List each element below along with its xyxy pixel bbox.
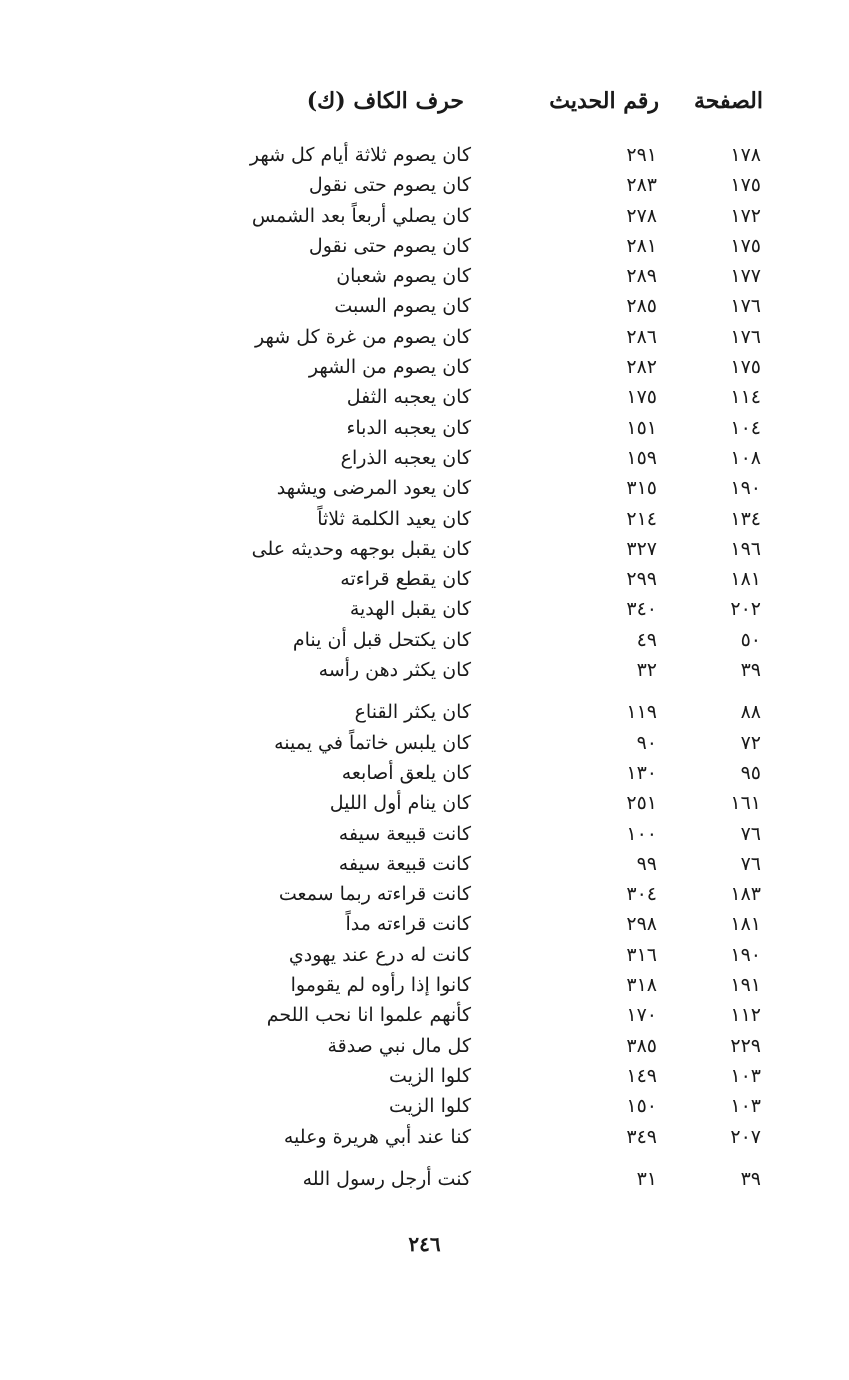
- table-row: [0, 382, 849, 412]
- hadith-text-cell: كان يلبس خاتماً في يمينه: [274, 731, 471, 754]
- hadith-text-cell: كان يصوم شعبان: [336, 265, 471, 288]
- hadith-text-cell: كانت قبيعة سيفه: [338, 852, 471, 875]
- hadith-number-cell: ٣٢٧: [626, 537, 657, 560]
- page-cell: ٢٢٩: [730, 1034, 761, 1057]
- table-row: [0, 594, 849, 624]
- table-row: [0, 655, 849, 685]
- table-row: [0, 322, 849, 352]
- table-row: [0, 534, 849, 564]
- hadith-text-cell: كان يصوم ثلاثة أيام كل شهر: [249, 144, 471, 166]
- table-row: [0, 940, 849, 970]
- table-row: [0, 697, 849, 727]
- hadith-text-cell: كان يصلي أربعاً بعد الشمس: [251, 204, 471, 227]
- table-row: [0, 788, 849, 818]
- page-cell: ١١٢: [730, 1004, 761, 1027]
- page-cell: ٨٨: [740, 701, 761, 724]
- hadith-number-cell: ٢٨٣: [626, 174, 657, 197]
- hadith-text-cell: كان يعجبه الدباء: [346, 416, 471, 439]
- page-cell: ٢٠٢: [730, 598, 761, 621]
- hadith-number-cell: ٣٨٥: [626, 1034, 657, 1057]
- hadith-number-cell: ١٠٠: [626, 822, 657, 845]
- page-column-header: الصفحة: [693, 88, 763, 114]
- page-cell: ٧٢: [740, 731, 761, 754]
- hadith-number-cell: ٩٩: [636, 852, 657, 875]
- hadith-text-cell: كان يعجبه الذراع: [340, 446, 471, 469]
- hadith-number-cell: ١٥٠: [626, 1095, 657, 1118]
- page-cell: ١٧٦: [730, 325, 761, 348]
- table-row: [0, 879, 849, 909]
- hadith-number-cell: ٢٩٩: [626, 568, 657, 591]
- hadith-number-cell: ١٥٩: [626, 446, 657, 469]
- page-cell: ١٩٦: [730, 537, 761, 560]
- table-row: [0, 1122, 849, 1152]
- hadith-text-cell: كان يقطع قراءته: [340, 568, 471, 591]
- hadith-number-cell: ٣١: [636, 1167, 657, 1190]
- page-cell: ٢٠٧: [730, 1125, 761, 1148]
- hadith-number-cell: ٢٨٥: [626, 295, 657, 318]
- hadith-text-cell: كان يعود المرضى ويشهد: [276, 477, 471, 500]
- table-row: [0, 201, 849, 231]
- hadith-number-cell: ٣٤٩: [626, 1125, 657, 1148]
- hadith-text-cell: كنا عند أبي هريرة وعليه: [283, 1125, 471, 1148]
- hadith-number-cell: ٣٤٠: [626, 598, 657, 621]
- table-row: [0, 1091, 849, 1121]
- hadith-number-cell: ٢٧٨: [626, 204, 657, 227]
- page-cell: ١٧٥: [730, 174, 761, 197]
- table-row: [0, 261, 849, 291]
- hadith-number-cell: ٣١٥: [626, 477, 657, 500]
- hadith-number-column-header: رقم الحديث: [549, 88, 659, 114]
- page-cell: ١٠٣: [730, 1064, 761, 1087]
- hadith-number-cell: ٢٩١: [626, 144, 657, 166]
- hadith-text-cell: كل مال نبي صدقة: [327, 1034, 471, 1057]
- hadith-number-cell: ٢١٤: [626, 507, 657, 530]
- hadith-number-cell: ٣١٦: [626, 943, 657, 966]
- index-list: [0, 140, 849, 1194]
- table-row: [0, 352, 849, 382]
- hadith-number-cell: ٣٢: [636, 659, 657, 682]
- hadith-number-cell: ١٣٠: [626, 761, 657, 784]
- page-cell: ٩٥: [740, 761, 761, 784]
- page-cell: ١٨١: [730, 913, 761, 936]
- page-cell: ١٧٦: [730, 295, 761, 318]
- page-cell: ١١٤: [730, 386, 761, 409]
- page-cell: ٧٦: [740, 822, 761, 845]
- table-row: [0, 443, 849, 473]
- hadith-text-cell: كان يصوم حتى نقول: [308, 234, 471, 257]
- table-row: [0, 909, 849, 939]
- hadith-text-cell: كأنهم علموا انا نحب اللحم: [266, 1004, 471, 1027]
- table-row: [0, 728, 849, 758]
- page-cell: ١٩١: [730, 974, 761, 997]
- page-cell: ٣٩: [740, 659, 761, 682]
- page-cell: ١٠٨: [730, 446, 761, 469]
- table-row: [0, 231, 849, 261]
- table-row: [0, 849, 849, 879]
- table-row: [0, 819, 849, 849]
- page-cell: ١٠٣: [730, 1095, 761, 1118]
- table-row: [0, 170, 849, 200]
- hadith-number-cell: ١٤٩: [626, 1064, 657, 1087]
- table-row: [0, 758, 849, 788]
- table-row: [0, 625, 849, 655]
- hadith-text-cell: كانت له درع عند يهودي: [288, 943, 471, 966]
- hadith-text-cell: كان يصوم السبت: [334, 295, 471, 318]
- hadith-number-cell: ٣٠٤: [626, 883, 657, 906]
- hadith-text-cell: كان يصوم من غرة كل شهر: [255, 325, 471, 348]
- table-row: [0, 291, 849, 321]
- table-row: [0, 140, 849, 170]
- hadith-number-cell: ١٥١: [626, 416, 657, 439]
- page-number: ٢٤٦: [408, 1232, 441, 1256]
- hadith-number-cell: ٢٨٦: [626, 325, 657, 348]
- hadith-number-cell: ٤٩: [636, 628, 657, 651]
- hadith-number-cell: ٣١٨: [626, 974, 657, 997]
- page-cell: ١٨٣: [730, 883, 761, 906]
- hadith-text-cell: كان يلعق أصابعه: [341, 761, 471, 784]
- page-cell: ٥٠: [740, 628, 761, 651]
- table-row: [0, 1000, 849, 1030]
- page-cell: ١٧٧: [730, 265, 761, 288]
- hadith-text-cell: كان يقبل الهدية: [349, 598, 471, 621]
- table-row: [0, 413, 849, 443]
- table-row: [0, 564, 849, 594]
- hadith-text-cell: كان يكتحل قبل أن ينام: [292, 628, 471, 651]
- hadith-text-cell: كانت قراءته مداً: [345, 913, 471, 936]
- table-row: [0, 1164, 849, 1194]
- section-title: حرف الكاف (ك): [306, 88, 464, 114]
- page-cell: ١٨١: [730, 568, 761, 591]
- hadith-number-cell: ٢٩٨: [626, 913, 657, 936]
- hadith-text-cell: كان يعجبه الثفل: [346, 386, 471, 409]
- page-cell: ٧٦: [740, 852, 761, 875]
- hadith-text-cell: كان يصوم حتى نقول: [308, 174, 471, 197]
- hadith-number-cell: ١١٩: [626, 701, 657, 724]
- page-cell: ١٩٠: [730, 943, 761, 966]
- hadith-text-cell: كان يكثر القناع: [354, 701, 471, 724]
- hadith-number-cell: ٢٥١: [626, 792, 657, 815]
- hadith-text-cell: كانت قراءته ربما سمعت: [278, 883, 471, 906]
- page-cell: ١٧٥: [730, 356, 761, 379]
- page-cell: ١٣٤: [730, 507, 761, 530]
- hadith-text-cell: كلوا الزيت: [389, 1095, 471, 1118]
- table-row: [0, 473, 849, 503]
- hadith-text-cell: كانوا إذا رأوه لم يقوموا: [290, 974, 471, 997]
- hadith-text-cell: كان ينام أول الليل: [329, 792, 471, 815]
- hadith-number-cell: ٩٠: [636, 731, 657, 754]
- page-cell: ١٧٢: [730, 204, 761, 227]
- hadith-number-cell: ٢٨١: [626, 234, 657, 257]
- hadith-number-cell: ٢٨٩: [626, 265, 657, 288]
- page-cell: ١٧٥: [730, 234, 761, 257]
- table-row: [0, 1031, 849, 1061]
- table-row: [0, 1061, 849, 1091]
- hadith-number-cell: ٢٨٢: [626, 356, 657, 379]
- table-row: [0, 504, 849, 534]
- page-cell: ٣٩: [740, 1167, 761, 1190]
- hadith-text-cell: كان يكثر دهن رأسه: [318, 659, 471, 682]
- hadith-text-cell: كان يصوم من الشهر: [308, 356, 471, 379]
- hadith-text-cell: كانت قبيعة سيفه: [338, 822, 471, 845]
- page-cell: ١٧٨: [730, 144, 761, 166]
- hadith-text-cell: كنت أرجل رسول الله: [302, 1167, 471, 1190]
- hadith-number-cell: ١٧٥: [626, 386, 657, 409]
- hadith-text-cell: كلوا الزيت: [389, 1064, 471, 1087]
- hadith-text-cell: كان يعيد الكلمة ثلاثاً: [317, 507, 471, 530]
- hadith-text-cell: كان يقبل بوجهه وحديثه على: [251, 537, 471, 560]
- page-cell: ١٠٤: [730, 416, 761, 439]
- table-row: [0, 970, 849, 1000]
- page-cell: ١٦١: [730, 792, 761, 815]
- table-header: [0, 88, 849, 128]
- page-cell: ١٩٠: [730, 477, 761, 500]
- hadith-number-cell: ١٧٠: [626, 1004, 657, 1027]
